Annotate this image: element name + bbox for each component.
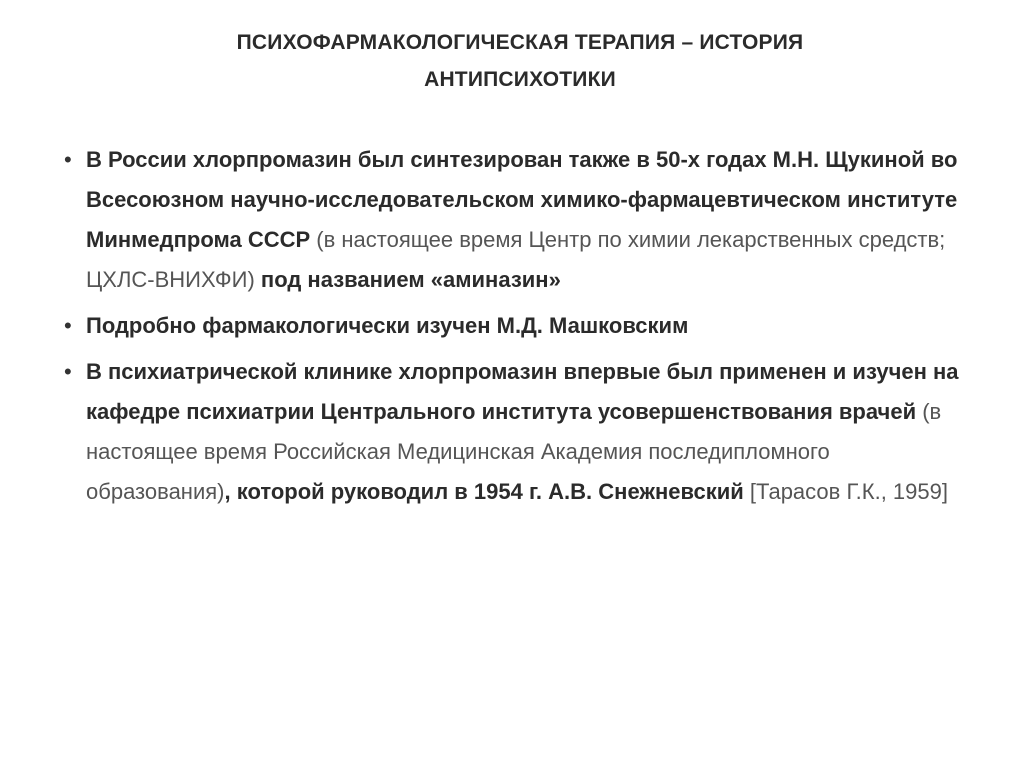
bullet-2-text-bold-1: Подробно фармакологически изучен М.Д. Машковским bbox=[86, 313, 689, 338]
bullet-item-3 bbox=[60, 352, 960, 512]
bullet-3-text-normal-1: (в настоящее время Российская Медицинская Академия последипломного образования) bbox=[86, 399, 942, 504]
bullet-1-text-normal-1: (в настоящее время Центр по химии лекарственных средств; ЦХЛС-ВНИХФИ) bbox=[86, 227, 946, 292]
slide-title bbox=[110, 24, 930, 98]
bullet-1-text-bold-2: под названием «аминазин» bbox=[260, 267, 561, 292]
bullet-item-1 bbox=[60, 140, 960, 300]
bullet-item-2 bbox=[60, 306, 960, 346]
bullet-1-text-bold-1: В России хлорпромазин был синтезирован также в 50-х годах М.Н. Щукиной во Всесоюзном научно-исследовательском химико-фармацевтическом институте Минмедпрома СССР bbox=[86, 147, 958, 252]
bullet-3-text-bold-2: , которой руководил в 1954 г. А.В. Снежневский bbox=[224, 479, 744, 504]
bullet-3-citation: [Тарасов Г.К., 1959] bbox=[743, 479, 948, 504]
slide-title-line-1: ПСИХОФАРМАКОЛОГИЧЕСКАЯ ТЕРАПИЯ – ИСТОРИЯ bbox=[236, 31, 804, 54]
bullet-list bbox=[60, 140, 960, 518]
slide-title-line-2: АНТИПСИХОТИКИ bbox=[424, 68, 616, 91]
bullet-3-text-bold-1: В психиатрической клинике хлорпромазин впервые был применен и изучен на кафедре психиатрии Центрального института усовершенствования врачей bbox=[86, 359, 959, 424]
